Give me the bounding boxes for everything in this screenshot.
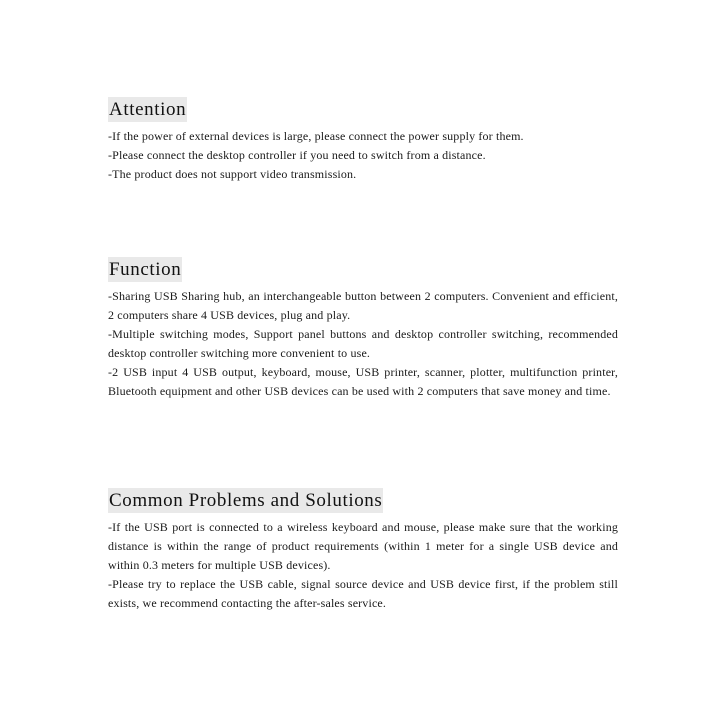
- problems-item-replace-cable: -Please try to replace the USB cable, signal source device and USB device first, if the problem still exists, we recommend contacting the after-sales service.: [108, 577, 618, 610]
- function-body: [108, 287, 618, 401]
- function-item-switching-modes: -Multiple switching modes, Support panel buttons and desktop controller switching, recommended desktop controller switching more convenient to use.: [108, 327, 618, 360]
- attention-item-controller: -Please connect the desktop controller if you need to switch from a distance.: [108, 148, 486, 162]
- problems-item-wireless: -If the USB port is connected to a wireless keyboard and mouse, please make sure that the working distance is within the range of product requirements (within 1 meter for a single USB device and within 0.3 meters for multiple USB devices).: [108, 520, 618, 572]
- heading-function: Function: [109, 259, 182, 280]
- heading-common-problems: Common Problems and Solutions: [109, 490, 383, 511]
- function-item-sharing: -Sharing USB Sharing hub, an interchangeable button between 2 computers. Convenient and efficient, 2 computers share 4 USB devices, plug and play.: [108, 289, 618, 322]
- attention-item-power: -If the power of external devices is large, please connect the power supply for them.: [108, 129, 524, 143]
- heading-attention: Attention: [109, 99, 187, 120]
- attention-item-video: -The product does not support video transmission.: [108, 167, 357, 181]
- function-item-usb-io: -2 USB input 4 USB output, keyboard, mouse, USB printer, scanner, plotter, multifunction printer, Bluetooth equipment and other USB devices can be used with 2 computers that save money and time.: [108, 365, 618, 398]
- section-function: [108, 257, 618, 401]
- section-attention: [108, 97, 618, 184]
- problems-body: [108, 518, 618, 613]
- section-common-problems: [108, 488, 618, 613]
- attention-body: [108, 127, 618, 184]
